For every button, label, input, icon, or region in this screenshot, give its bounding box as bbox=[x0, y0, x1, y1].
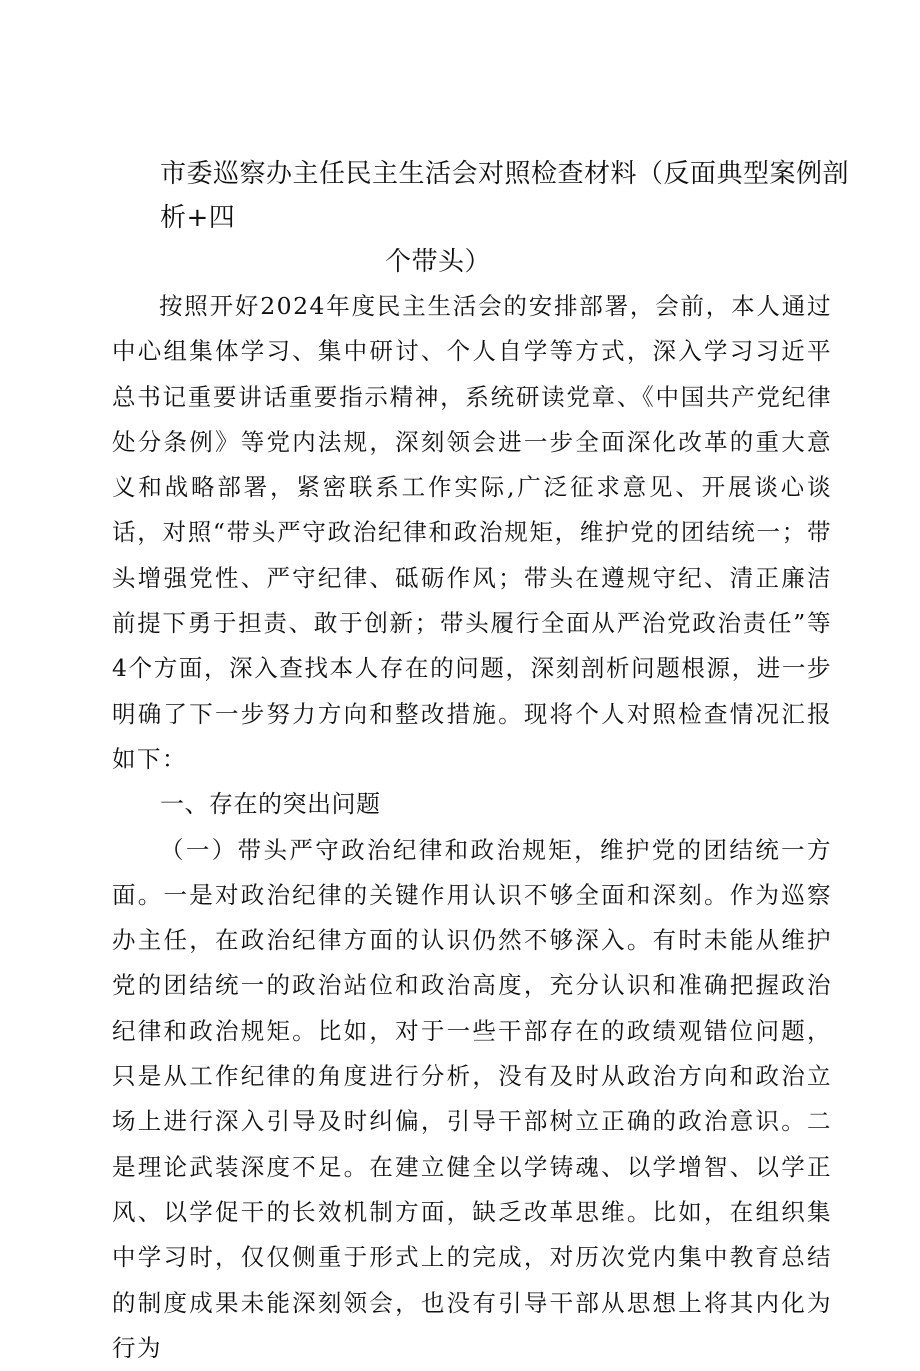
document-title bbox=[160, 152, 850, 284]
title-line-2: 个带头） bbox=[385, 247, 492, 277]
subsection-1-paragraph: （一）带头严守政治纪律和政治规矩，维护党的团结统一方面。一是对政治纪律的关键作用认识不够全面和深刻。作为巡察办主任，在政治纪律方面的认识仍然不够深入。有时未能从维护党的团结统一的政治站位和政治高度，充分认识和准确把握政治纪律和政治规矩。比如，对于一些干部存在的政绩观错位问题，只是从工作纪律的角度进行分析，没有及时从政治方向和政治立场上进行深入引导及时纠偏，引导干部树立正确的政治意识。二是理论武装深度不足。在建立健全以学铸魂、以学增智、以学正风、以学促干的长效机制方面，缺乏改革思维。比如，在组织集中学习时，仅仅侧重于形式上的完成，对历次党内集中教育总结的制度成果未能深刻领会，也没有引导干部从思想上将其内化为行为 bbox=[112, 835, 832, 1362]
document-body bbox=[112, 284, 832, 1371]
section-heading-1: 一、存在的突出问题 bbox=[160, 790, 381, 819]
title-line-1: 市委巡察办主任民主生活会对照检查材料（反面典型案例剖析+四 bbox=[160, 159, 850, 233]
intro-paragraph: 按照开好2024年度民主生活会的安排部署，会前，本人通过中心组集体学习、集中研讨、个人自学等方式，深入学习习近平总书记重要讲话重要指示精神，系统研读党章、《中国共产党纪律处分条例》等党内法规，深刻领会进一步全面深化改革的重大意义和战略部署，紧密联系工作实际,广泛征求意见、开展谈心谈话，对照“带头严守政治纪律和政治规矩，维护党的团结统一；带头增强党性、严守纪律、砥砺作风；带头在遵规守纪、清正廉洁前提下勇于担责、敢于创新；带头履行全面从严治党政治责任”等4个方面，深入查找本人存在的问题，深刻剖析问题根源，进一步明确了下一步努力方向和整改措施。现将个人对照检查情况汇报如下： bbox=[112, 292, 832, 773]
